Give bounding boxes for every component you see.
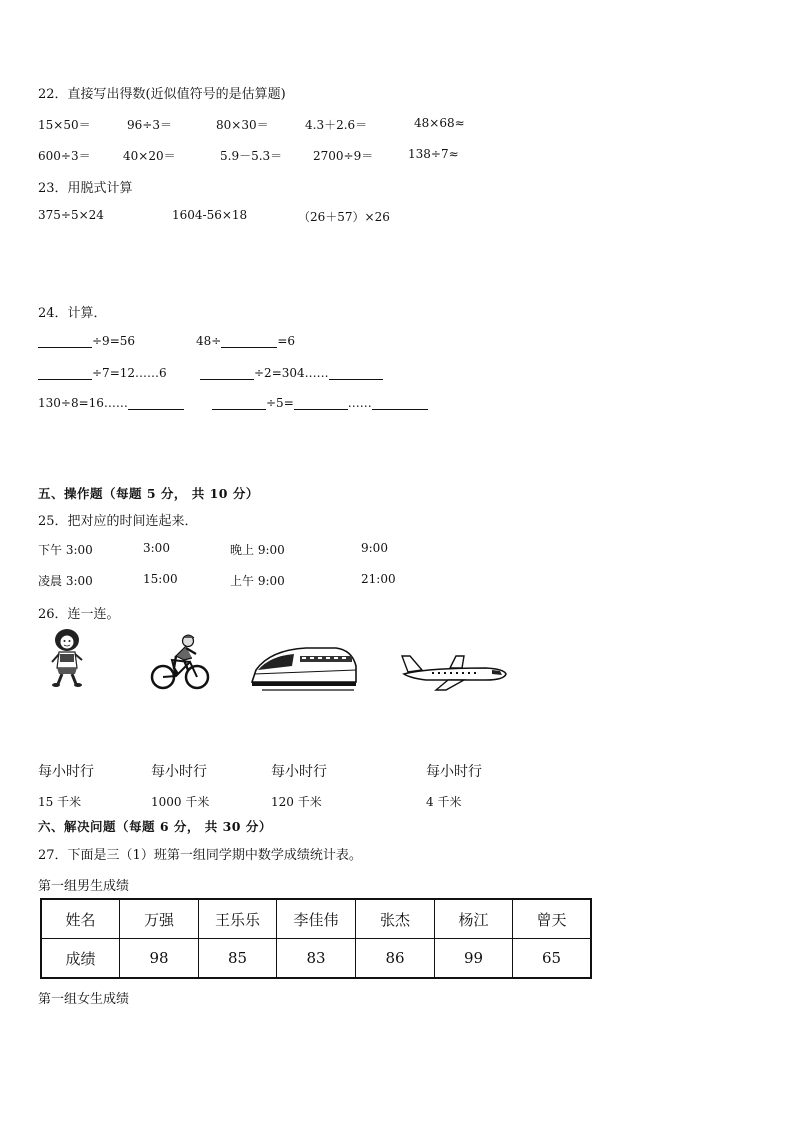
speed-value-4: 4 千米: [426, 795, 462, 809]
answer-blank[interactable]: [212, 397, 266, 410]
q25-r1-c2: 3:00: [143, 541, 170, 555]
speed-label-1: 每小时行: [38, 764, 94, 780]
q22-r1-c3: 80×30＝: [216, 118, 269, 132]
cyclist-icon: [150, 632, 210, 690]
table-row: [41, 939, 591, 979]
q23-item-3: （26＋57）×26: [298, 210, 390, 224]
table-cell: 85: [199, 939, 277, 979]
q27-title: 27．下面是三（1）班第一组同学期中数学成绩统计表。: [38, 848, 362, 863]
q25-r1-c3: 晚上 9:00: [230, 543, 285, 557]
q24-row-2b: ÷2=304……: [200, 366, 383, 380]
table-cell: 万强: [120, 899, 199, 939]
table-cell: 99: [435, 939, 513, 979]
q23-item-2: 1604-56×18: [172, 208, 248, 222]
boys-table-caption: 第一组男生成绩: [38, 879, 130, 894]
table-cell: 张杰: [356, 899, 435, 939]
speed-value-2: 1000 千米: [151, 795, 210, 809]
section-5-title: 五、操作题（每题 5 分， 共 10 分）: [38, 486, 259, 501]
table-cell: 李佳伟: [277, 899, 356, 939]
q22-r2-c5: 138÷7≈: [408, 147, 459, 161]
answer-blank[interactable]: [38, 335, 92, 348]
table-cell: 98: [120, 939, 199, 979]
table-cell: 曾天: [513, 899, 592, 939]
section-6-title: 六、解决问题（每题 6 分， 共 30 分）: [38, 819, 272, 834]
table-cell: 成绩: [41, 939, 120, 979]
table-cell: 86: [356, 939, 435, 979]
table-cell: 杨江: [435, 899, 513, 939]
q22-r2-c4: 2700÷9＝: [313, 149, 374, 163]
q24-row-3: 130÷8=16……: [38, 396, 184, 410]
table-cell: 65: [513, 939, 592, 979]
train-icon: [248, 644, 360, 692]
q24-row-2: ÷7=12……6: [38, 366, 167, 380]
answer-blank[interactable]: [294, 397, 348, 410]
answer-blank[interactable]: [221, 335, 277, 348]
q22-title: 22．直接写出得数(近似值符号的是估算题): [38, 87, 286, 102]
q25-title: 25．把对应的时间连起来．: [38, 514, 198, 529]
speed-label-2: 每小时行: [151, 764, 207, 780]
girls-table-caption: 第一组女生成绩: [38, 992, 130, 1007]
speed-label-4: 每小时行: [426, 764, 482, 780]
q24-row-1b: 48÷ =6: [196, 334, 296, 348]
q25-r2-c4: 21:00: [361, 572, 396, 586]
q25-r2-c1: 凌晨 3:00: [38, 574, 93, 588]
q24-title: 24．计算．: [38, 306, 107, 321]
table-cell: 83: [277, 939, 356, 979]
boys-score-table: [40, 898, 592, 979]
speed-value-1: 15 千米: [38, 795, 82, 809]
q22-r2-c3: 5.9－5.3＝: [220, 149, 283, 163]
answer-blank[interactable]: [38, 367, 92, 380]
q22-r2-c1: 600÷3＝: [38, 149, 91, 163]
answer-blank[interactable]: [128, 397, 184, 410]
speed-value-3: 120 千米: [271, 795, 322, 809]
q25-r1-c1: 下午 3:00: [38, 543, 93, 557]
q24-row-3b: ÷5= ……: [212, 396, 428, 410]
table-cell: 王乐乐: [199, 899, 277, 939]
q25-r2-c2: 15:00: [143, 572, 178, 586]
airplane-icon: [396, 652, 508, 692]
q22-r1-c5: 48×68≈: [414, 116, 465, 130]
q22-r1-c1: 15×50＝: [38, 118, 91, 132]
q23-item-1: 375÷5×24: [38, 208, 104, 222]
table-cell: 姓名: [41, 899, 120, 939]
girl-icon: [46, 628, 88, 688]
table-header-row: [41, 899, 591, 939]
q22-r2-c2: 40×20＝: [123, 149, 176, 163]
speed-label-3: 每小时行: [271, 764, 327, 780]
q22-r1-c4: 4.3＋2.6＝: [305, 118, 368, 132]
q26-title: 26．连一连。: [38, 607, 120, 622]
answer-blank[interactable]: [200, 367, 254, 380]
q24-row-1: ÷9=56: [38, 334, 135, 348]
q22-r1-c2: 96÷3＝: [127, 118, 172, 132]
q25-r2-c3: 上午 9:00: [230, 574, 285, 588]
answer-blank[interactable]: [329, 367, 383, 380]
q25-r1-c4: 9:00: [361, 541, 388, 555]
q23-title: 23．用脱式计算: [38, 181, 133, 196]
answer-blank[interactable]: [372, 397, 428, 410]
